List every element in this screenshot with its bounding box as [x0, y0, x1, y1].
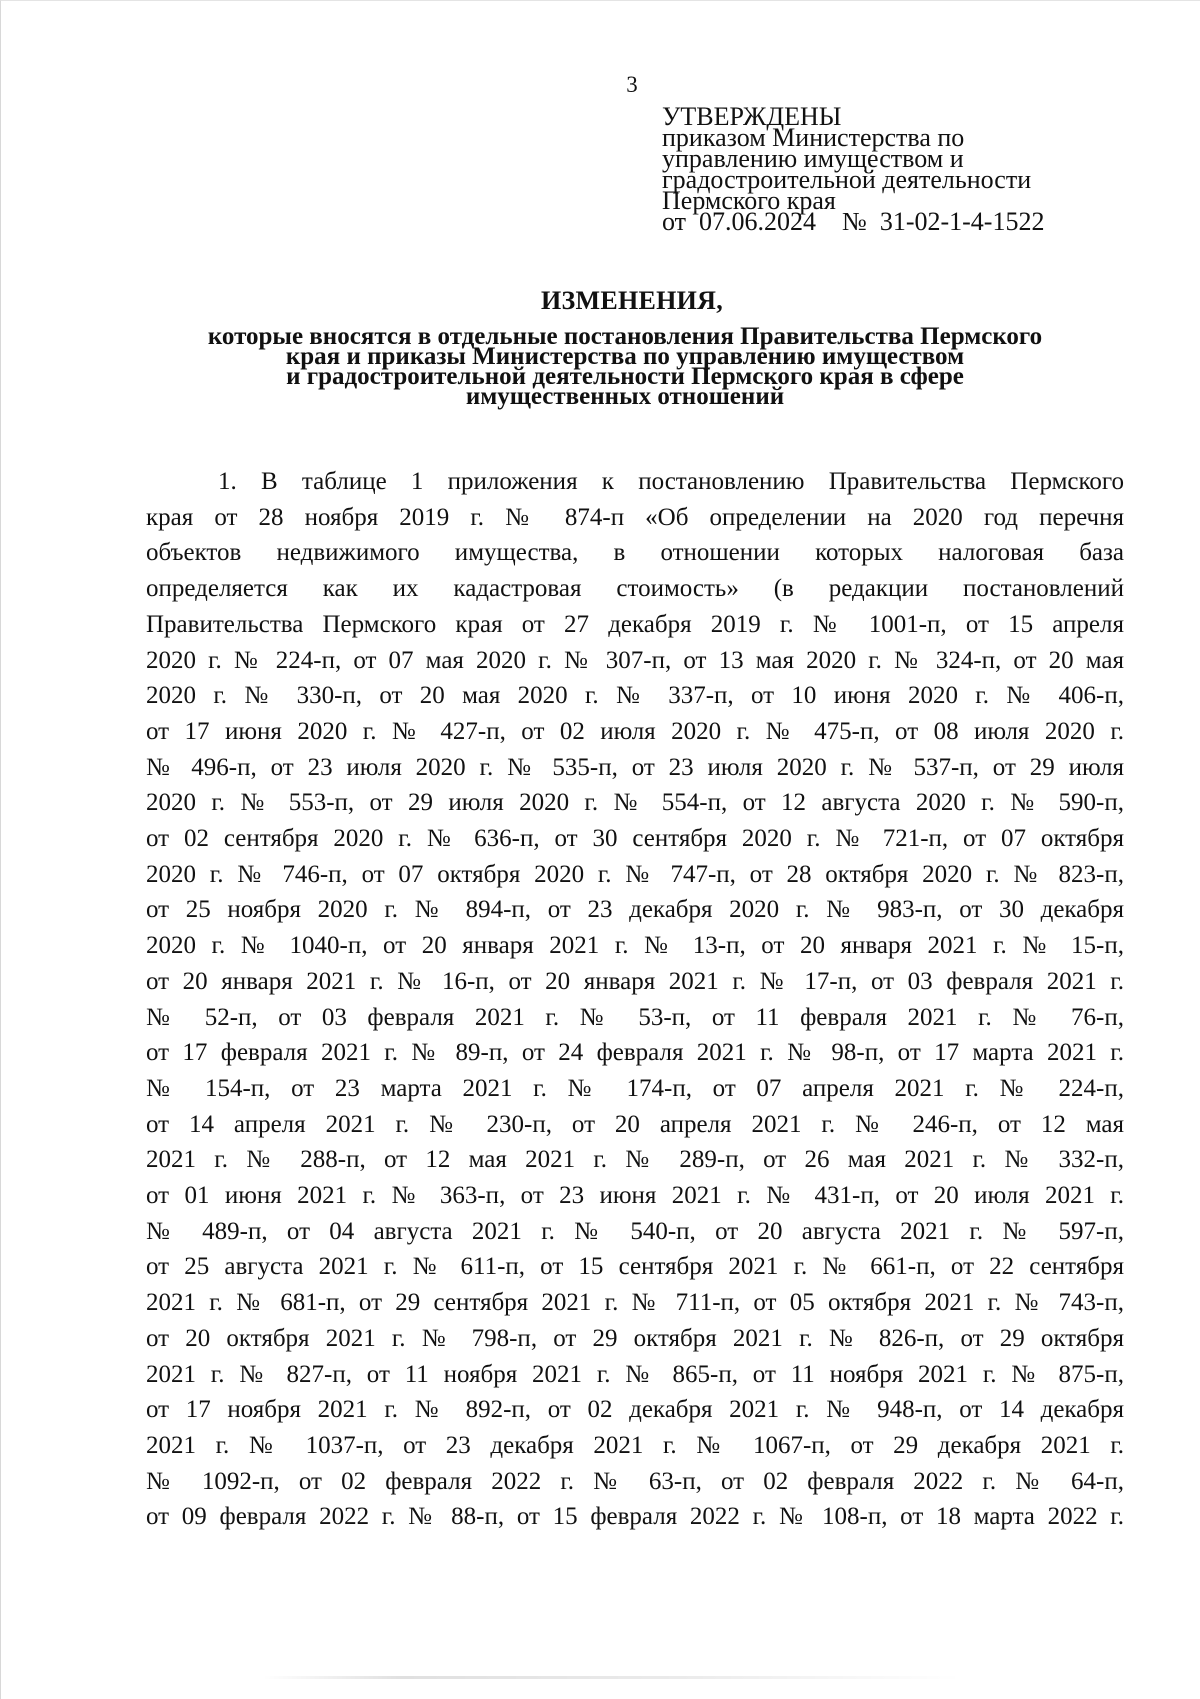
paragraph-line: № 489-п, от 04 августа 2021 г. № 540-п, от 20 августа 2021 г. № 597-п,: [146, 1217, 1124, 1245]
paragraph-line: 2021 г. № 827-п, от 11 ноября 2021 г. № 865-п, от 11 ноября 2021 г. № 875-п,: [146, 1360, 1124, 1388]
paragraph-line: от 20 января 2021 г. № 16-п, от 20 января 2021 г. № 17-п, от 03 февраля 2021 г.: [146, 967, 1124, 995]
document-subtitle: [140, 323, 1110, 410]
paragraph-line: от 14 апреля 2021 г. № 230-п, от 20 апреля 2021 г. № 246-п, от 12 мая: [146, 1110, 1124, 1138]
paragraph-line: определяется как их кадастровая стоимость» (в редакции постановлений: [146, 575, 1124, 603]
paragraph-line: от 25 ноября 2020 г. № 894-п, от 23 декабря 2020 г. № 983-п, от 30 декабря: [146, 896, 1124, 924]
paragraph-1: [146, 464, 1124, 1535]
approval-stamp-block: [662, 102, 1122, 236]
subtitle-line: края и приказы Министерства по управлению имуществом: [285, 343, 965, 370]
paragraph-line: от 17 июня 2020 г. № 427-п, от 02 июля 2020 г. № 475-п, от 08 июля 2020 г.: [146, 717, 1124, 745]
scan-artifact: [262, 1676, 962, 1679]
paragraph-line: от 25 августа 2021 г. № 611-п, от 15 сентября 2021 г. № 661-п, от 22 сентября: [146, 1253, 1124, 1281]
paragraph-line: от 17 ноября 2021 г. № 892-п, от 02 декабря 2021 г. № 948-п, от 14 декабря: [146, 1396, 1124, 1424]
page-number: 3: [626, 72, 638, 97]
paragraph-line: 2021 г. № 1037-п, от 23 декабря 2021 г. № 1067-п, от 29 декабря 2021 г.: [146, 1431, 1124, 1459]
subtitle-line: имущественных отношений: [465, 383, 785, 410]
paragraph-line: от 01 июня 2021 г. № 363-п, от 23 июня 2021 г. № 431-п, от 20 июля 2021 г.: [146, 1182, 1124, 1210]
approval-date-number: от 07.06.2024 № 31-02-1-4-1522: [662, 207, 1045, 236]
paragraph-line: от 02 сентября 2020 г. № 636-п, от 30 сентября 2020 г. № 721-п, от 07 октября: [146, 825, 1124, 853]
paragraph-line: 2020 г. № 224-п, от 07 мая 2020 г. № 307-п, от 13 мая 2020 г. № 324-п, от 20 мая: [146, 646, 1124, 674]
paragraph-line: от 09 февраля 2022 г. № 88-п, от 15 февраля 2022 г. № 108-п, от 18 марта 2022 г.: [146, 1503, 1124, 1531]
paragraph-line: 1. В таблице 1 приложения к постановлению Правительства Пермского: [218, 468, 1124, 495]
approval-line: Пермского края: [662, 186, 836, 215]
document-title: ИЗМЕНЕНИЯ,: [540, 286, 724, 315]
approval-line: управлению имуществом и: [662, 144, 964, 173]
paragraph-line: № 1092-п, от 02 февраля 2022 г. № 63-п, от 02 февраля 2022 г. № 64-п,: [146, 1467, 1124, 1495]
paragraph-line: от 17 февраля 2021 г. № 89-п, от 24 февраля 2021 г. № 98-п, от 17 марта 2021 г.: [146, 1039, 1124, 1067]
paragraph-line: № 496-п, от 23 июля 2020 г. № 535-п, от 23 июля 2020 г. № 537-п, от 29 июля: [146, 753, 1124, 781]
paragraph-line: от 20 октября 2021 г. № 798-п, от 29 октября 2021 г. № 826-п, от 29 октября: [146, 1324, 1124, 1352]
paragraph-line: края от 28 ноября 2019 г. № 874-п «Об определении на 2020 год перечня: [146, 503, 1124, 531]
paragraph-line: 2020 г. № 330-п, от 20 мая 2020 г. № 337-п, от 10 июня 2020 г. № 406-п,: [146, 682, 1124, 710]
approval-heading: УТВЕРЖДЕНЫ: [662, 102, 842, 131]
paragraph-line: № 154-п, от 23 марта 2021 г. № 174-п, от 07 апреля 2021 г. № 224-п,: [146, 1074, 1124, 1102]
paragraph-line: 2021 г. № 288-п, от 12 мая 2021 г. № 289-п, от 26 мая 2021 г. № 332-п,: [146, 1146, 1124, 1174]
paragraph-line: 2021 г. № 681-п, от 29 сентября 2021 г. № 711-п, от 05 октября 2021 г. № 743-п,: [146, 1289, 1124, 1317]
subtitle-line: и градостроительной деятельности Пермского края в сфере: [286, 363, 964, 390]
approval-line: приказом Министерства по: [662, 123, 965, 152]
subtitle-line: которые вносятся в отдельные постановления Правительства Пермского: [207, 323, 1043, 350]
paragraph-line: 2020 г. № 746-п, от 07 октября 2020 г. № 747-п, от 28 октября 2020 г. № 823-п,: [146, 860, 1124, 888]
paragraph-line: объектов недвижимого имущества, в отношении которых налоговая база: [146, 539, 1124, 567]
paragraph-line: 2020 г. № 1040-п, от 20 января 2021 г. № 13-п, от 20 января 2021 г. № 15-п,: [146, 932, 1124, 960]
paragraph-line: № 52-п, от 03 февраля 2021 г. № 53-п, от 11 февраля 2021 г. № 76-п,: [146, 1003, 1124, 1031]
paragraph-line: 2020 г. № 553-п, от 29 июля 2020 г. № 554-п, от 12 августа 2020 г. № 590-п,: [146, 789, 1124, 817]
approval-line: градостроительной деятельности: [662, 165, 1032, 194]
paragraph-line: Правительства Пермского края от 27 декабря 2019 г. № 1001-п, от 15 апреля: [146, 610, 1124, 638]
